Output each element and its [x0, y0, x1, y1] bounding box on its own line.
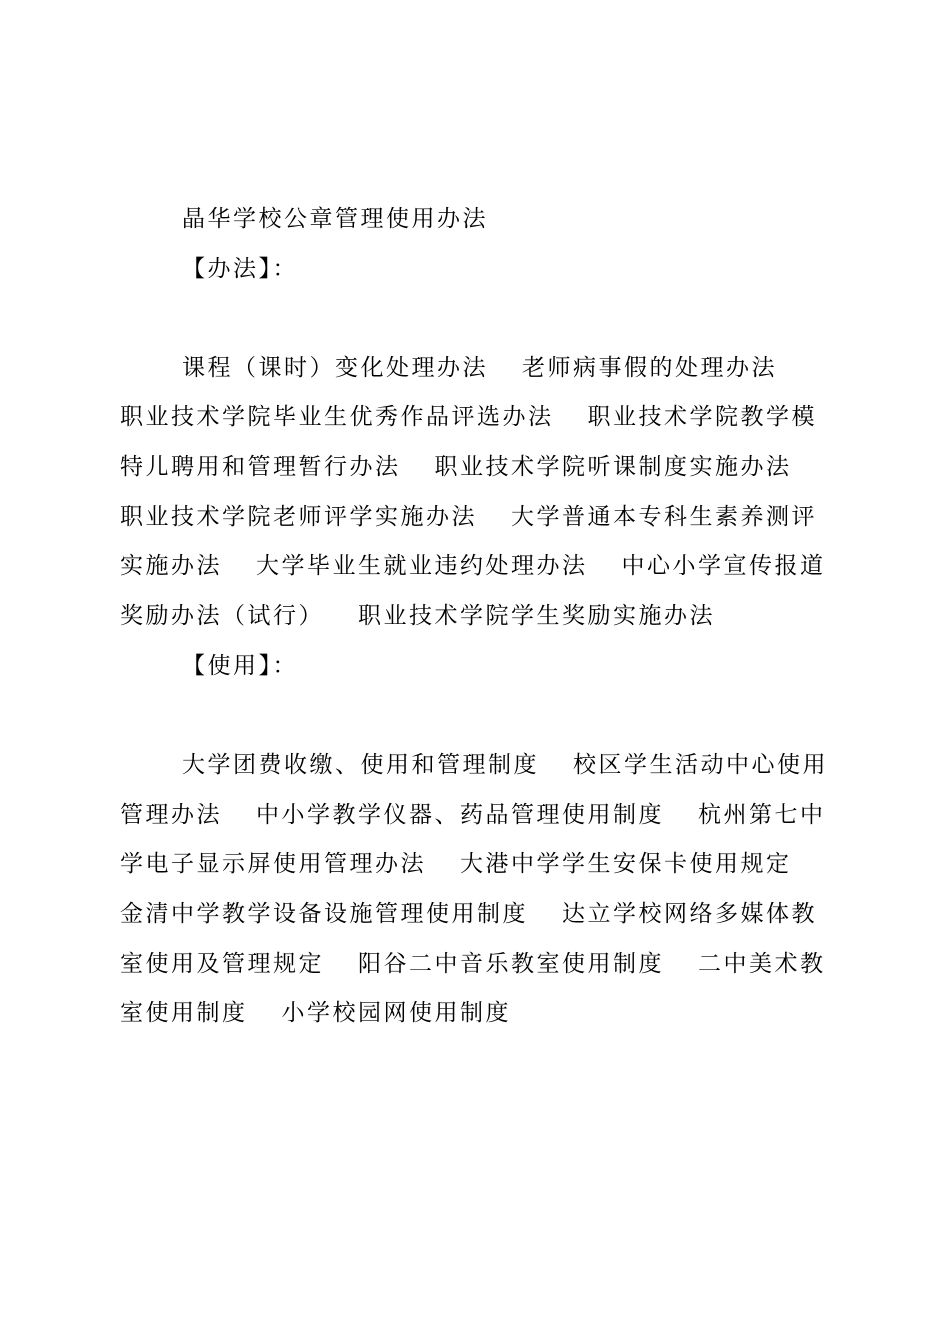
methods-line-2 [120, 401, 817, 433]
methods-line-3 [120, 451, 792, 483]
list-item: 金清中学教学设备设施管理使用制度 [120, 901, 528, 927]
list-item: 职业技术学院学生奖励实施办法 [358, 603, 715, 629]
usage-line-1 [182, 749, 828, 781]
list-item: 学电子显示屏使用管理办法 [120, 851, 426, 877]
list-item: 中小学教学仪器、药品管理使用制度 [256, 802, 664, 828]
usage-line-3 [120, 848, 792, 880]
list-item: 室使用及管理规定 [120, 951, 324, 977]
list-item: 中心小学宣传报道 [621, 553, 826, 579]
list-item: 达立学校网络多媒体教 [562, 901, 817, 927]
section-heading-methods: 【办法】： [182, 256, 298, 282]
usage-line-4 [120, 898, 817, 930]
list-item: 小学校园网使用制度 [281, 1000, 511, 1026]
list-item: 大学毕业生就业违约处理办法 [256, 553, 588, 579]
usage-line-2 [120, 799, 826, 831]
list-item: 杭州第七中 [698, 802, 826, 828]
methods-line-5 [120, 550, 826, 582]
methods-line-1 [182, 352, 777, 384]
list-item: 特儿聘用和管理暂行办法 [120, 454, 401, 480]
list-item: 奖励办法（试行） [120, 603, 324, 629]
list-item: 室使用制度 [120, 1000, 248, 1026]
list-item: 管理办法 [120, 802, 222, 828]
list-item: 二中美术教 [698, 951, 826, 977]
document-title: 晶华学校公章管理使用办法 [182, 206, 488, 232]
methods-line-6 [120, 600, 715, 632]
list-item: 大港中学学生安保卡使用规定 [460, 851, 792, 877]
list-item: 阳谷二中音乐教室使用制度 [358, 951, 664, 977]
list-item: 校区学生活动中心使用 [573, 752, 828, 778]
usage-line-6 [120, 997, 511, 1029]
methods-line-4 [120, 501, 817, 533]
list-item: 实施办法 [120, 553, 222, 579]
list-item: 大学普通本专科生素养测评 [511, 504, 817, 530]
usage-line-5 [120, 948, 826, 980]
list-item: 课程（课时）变化处理办法 [182, 355, 488, 381]
list-item: 老师病事假的处理办法 [522, 355, 777, 381]
list-item: 大学团费收缴、使用和管理制度 [182, 752, 539, 778]
list-item: 职业技术学院老师评学实施办法 [120, 504, 477, 530]
list-item: 职业技术学院教学模 [587, 404, 817, 430]
list-item: 职业技术学院毕业生优秀作品评选办法 [120, 404, 554, 430]
list-item: 职业技术学院听课制度实施办法 [434, 454, 792, 480]
section-heading-usage: 【使用】： [182, 653, 298, 679]
